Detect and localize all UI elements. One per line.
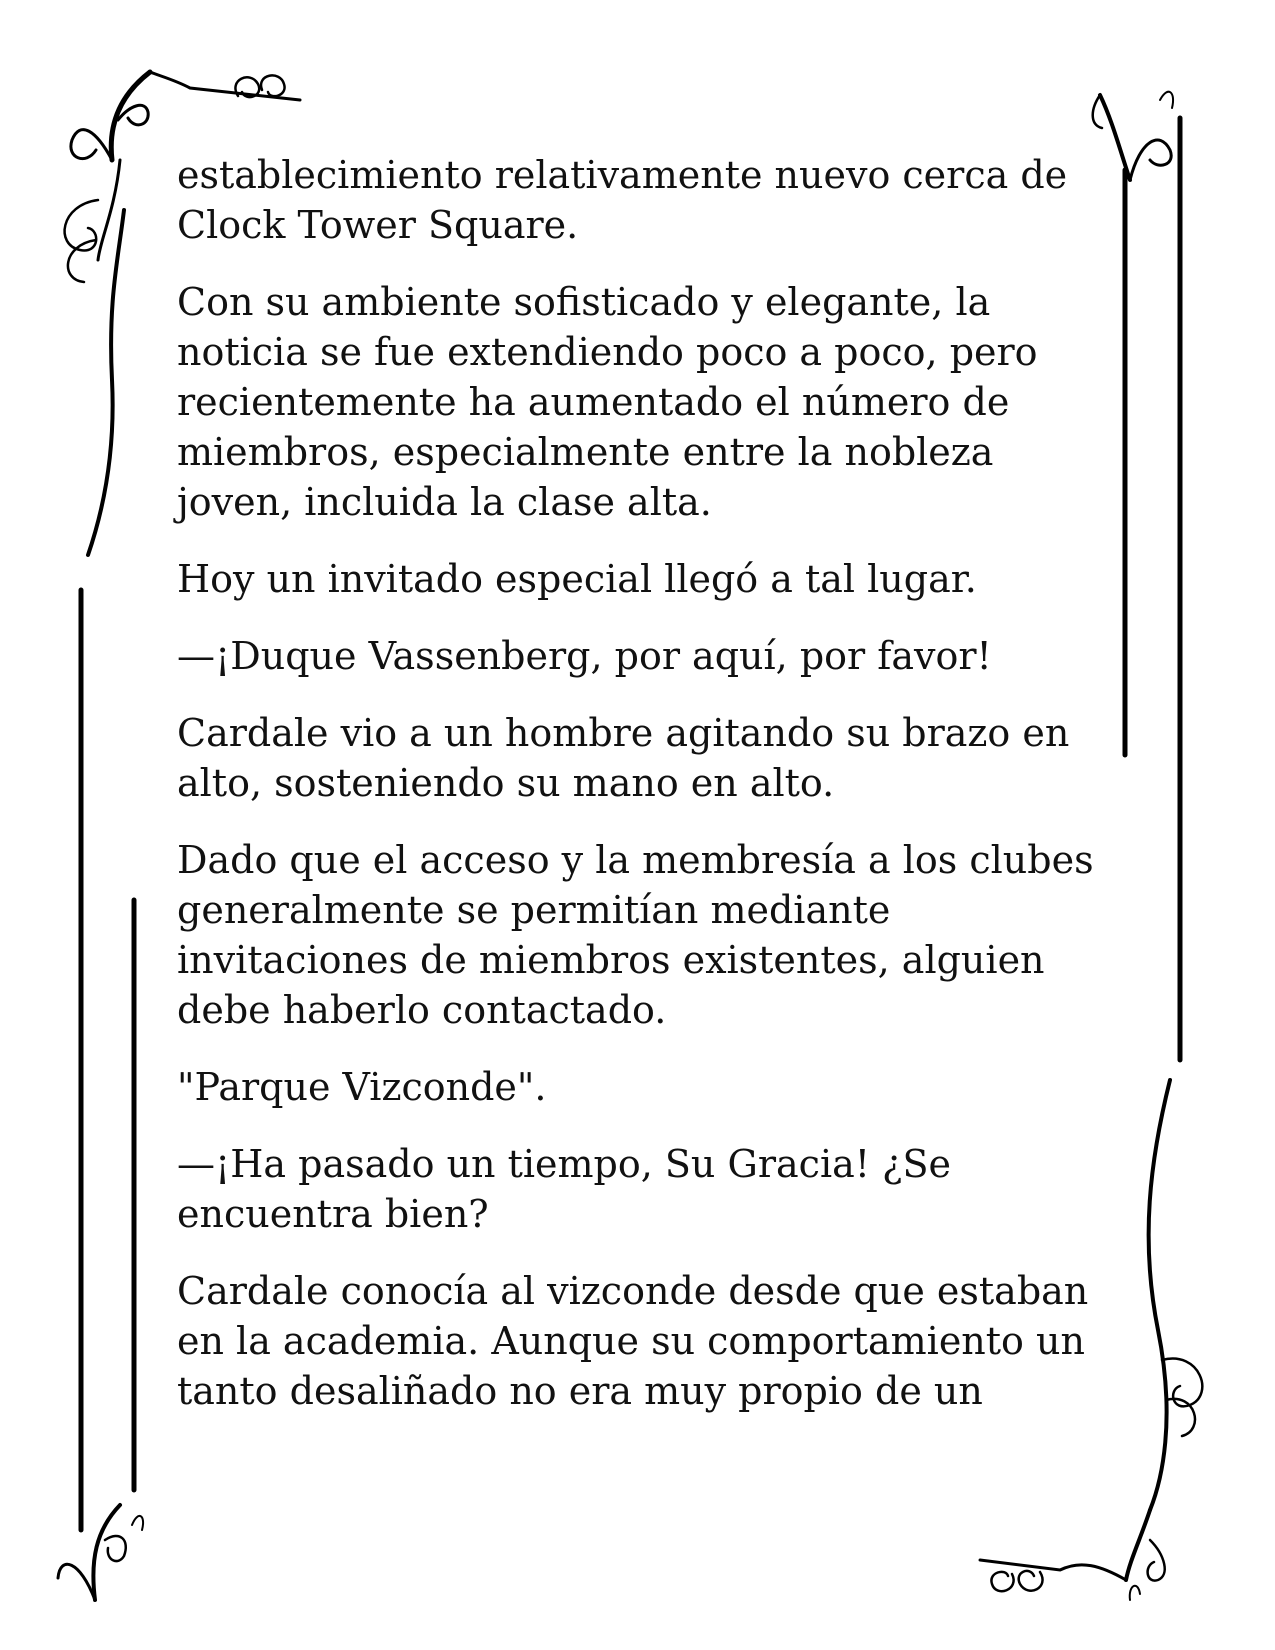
paragraph-2: Con su ambiente sofisticado y elegante, la noticia se fue extendiendo poco a poco, pero recientemente ha aumentado el número de miembros, especialmente entre la nobleza joven, incluida la clase alta. — [177, 280, 1038, 524]
paragraph-7: "Parque Vizconde". — [177, 1065, 547, 1109]
paragraph-1: establecimiento relativamente nuevo cerca de Clock Tower Square. — [177, 153, 1068, 247]
story-text — [177, 150, 1097, 1443]
paragraph-6: Dado que el acceso y la membresía a los clubes generalmente se permitían mediante invitaciones de miembros existentes, alguien debe haberlo contactado. — [177, 838, 1094, 1032]
top-right-flourish — [1093, 92, 1173, 180]
paragraph-8: —¡Ha pasado un tiempo, Su Gracia! ¿Se encuentra bien? — [177, 1142, 951, 1236]
paragraph-5: Cardale vio a un hombre agitando su brazo en alto, sosteniendo su mano en alto. — [177, 711, 1070, 805]
paragraph-4: —¡Duque Vassenberg, por aquí, por favor! — [177, 634, 992, 678]
paragraph-9: Cardale conocía al vizconde desde que estaban en la academia. Aunque su comportamiento un tanto desaliñado no era muy propio de un — [177, 1269, 1089, 1413]
paragraph-3: Hoy un invitado especial llegó a tal lugar. — [177, 557, 977, 601]
bottom-left-flourish — [58, 1505, 143, 1600]
